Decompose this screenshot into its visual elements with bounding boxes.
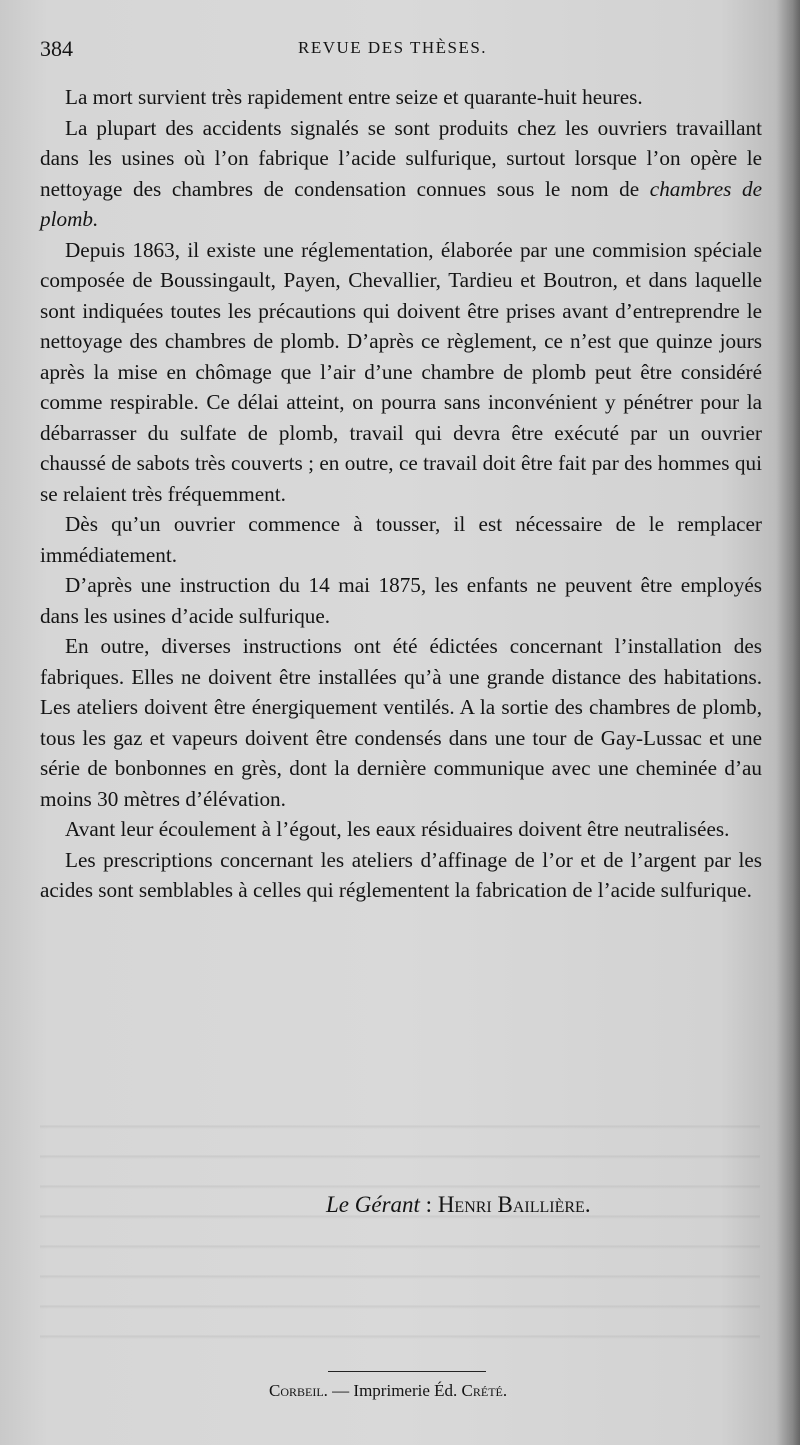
paragraph-installation: En outre, diverses instructions ont été édictées concernant l’installation des fabriques. Elles ne doivent être installées qu’à une grande distance des habitations. Les ateliers doivent être énergiquement ventilés. A la sortie des chambres de plomb, tous les gaz et vapeurs doivent être condensés dans une tour de Gay-Lussac et une série de bonbonnes en grès, dont la dernière communique avec une cheminée d’au moins 30 mètres d’élévation. [40, 634, 762, 811]
italic-term: chambres de plomb. [40, 176, 763, 231]
bleed-through-text [40, 1105, 760, 1345]
paragraph-text: heures. [582, 85, 643, 109]
binding-shadow [776, 0, 800, 1445]
paragraph-refining: Les prescriptions concernant les ateliers d’affinage de l’or et de l’argent par les acides sont semblables à celles qui réglementent la fabrication de l’acide sulfurique. [40, 847, 762, 902]
signature-line [326, 1192, 591, 1218]
paragraph-children: D’après une instruction du 14 mai 1875, les enfants ne peuvent être employés dans les usines d’acide sulfurique. [40, 573, 762, 628]
paragraph-death-timing [40, 82, 762, 113]
paragraph-regulation: Depuis 1863, il existe une réglementation, élaborée par une commision spéciale composée de Boussingault, Payen, Chevallier, Tardieu et Boutron, et dans laquelle sont indiquées toutes les précautions qui doivent être prises avant d’entreprendre le nettoyage des chambres de plomb. D’après ce règlement, ce n’est que quinze jours après la mise en chômage que l’air d’une chambre de plomb peut être considéré comme respirable. Ce délai atteint, on pourra sans inconvénient y pénétrer pour la débarrasser du sulfate de plomb, travail qui devra être exécuté par un ouvrier chaussé de sabots très couverts ; en outre, ce travail doit être fait par des hommes qui se relaient très fréquemment. [40, 237, 762, 506]
printer-dash: — [327, 1381, 354, 1400]
printer-text: Imprimerie Éd. [353, 1381, 462, 1400]
body-text [40, 82, 762, 906]
signature-separator: : [419, 1192, 438, 1217]
paragraph-wastewater: Avant leur écoulement à l’égout, les eaux résiduaires doivent être neutralisées. [65, 817, 730, 841]
paragraph-text: La plupart des accidents signalés se sont produits chez les ouvriers travaillant dans les usines où l’on fabrique l’acide sulfurique, surtout lorsque l’on opère le nettoyage des chambres de condensation connues sous le nom de [40, 115, 762, 201]
paragraph-cough: Dès qu’un ouvrier commence à tousser, il est nécessaire de le remplacer immédiatement. [40, 512, 762, 567]
signature-role: Le Gérant [326, 1192, 420, 1217]
page-header [40, 36, 760, 66]
page-number: 384 [40, 36, 73, 61]
printer-name: Crété. [461, 1381, 508, 1400]
signature-name-last: Baillière. [497, 1192, 591, 1217]
paragraph-accidents [40, 113, 762, 235]
paragraph-text: La mort survient très rapidement entre seize et quarante-huit [65, 85, 577, 109]
printer-imprint [269, 1381, 507, 1401]
printer-city: Corbeil. [269, 1381, 328, 1400]
running-head: REVUE DES THÈSES. [298, 38, 488, 57]
footer-rule [328, 1371, 486, 1372]
signature-name-first: Henri [437, 1192, 492, 1217]
